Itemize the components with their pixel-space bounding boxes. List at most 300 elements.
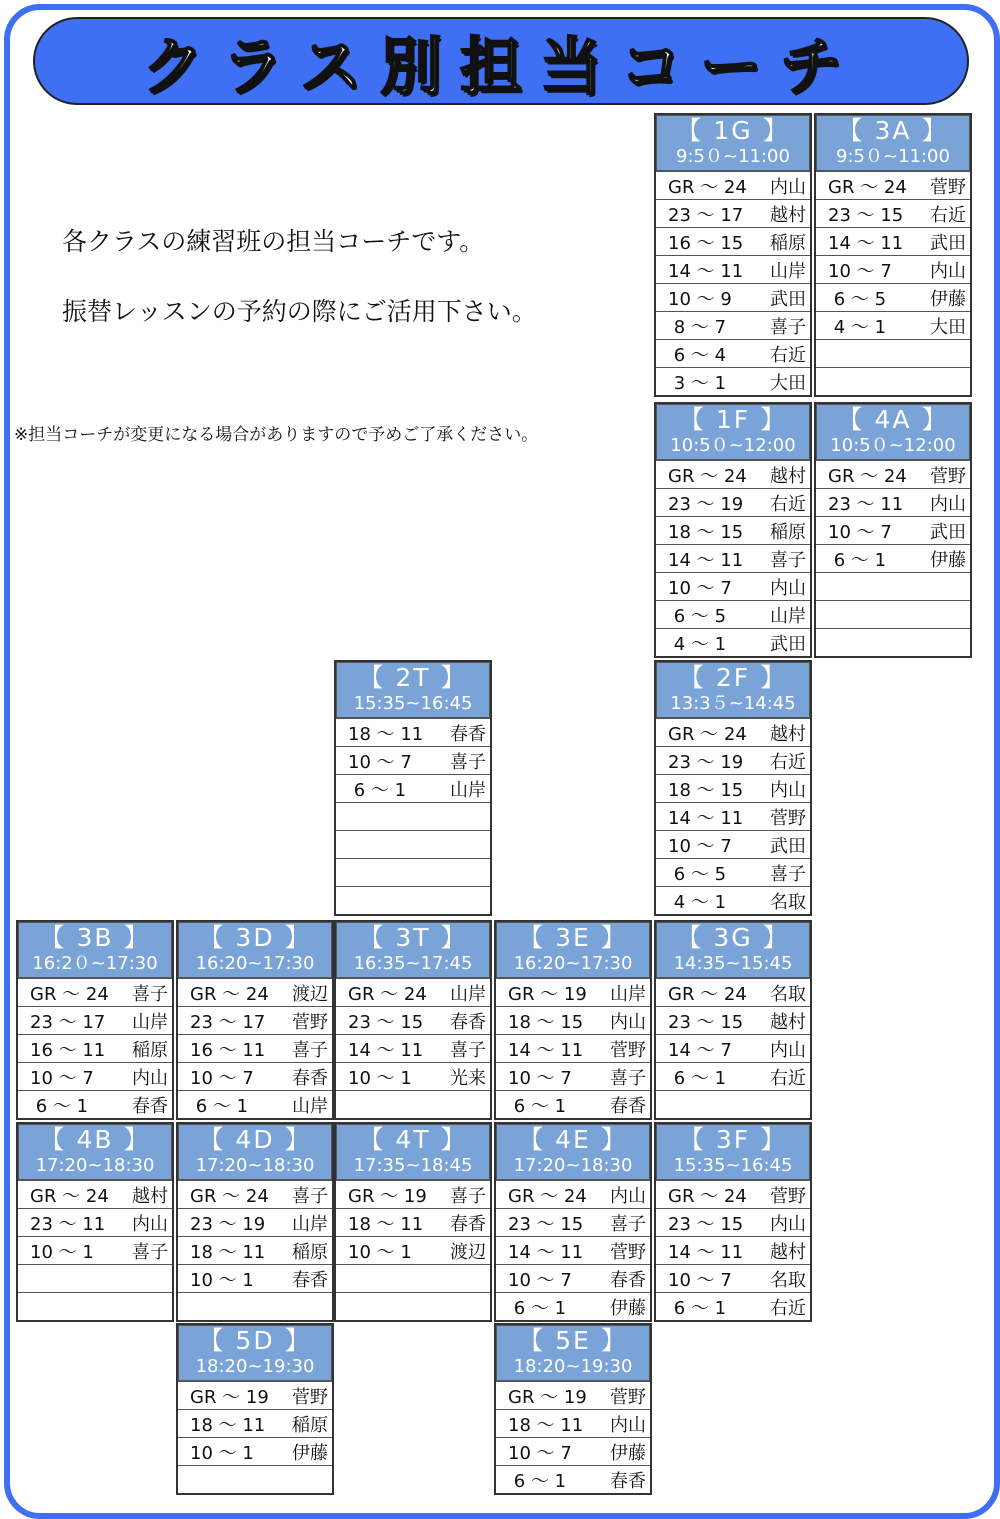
coach-name: 内山 (132, 1067, 168, 1089)
intro-line-2: 振替レッスンの予約の際にご活用下さい。 (62, 297, 537, 326)
class-name: 【 4A 】 (837, 405, 949, 434)
class-time: 10:5０~12:00 (670, 435, 796, 456)
group-range: 10 ～ 7 (668, 577, 732, 599)
coach-name: 春香 (132, 1095, 168, 1117)
class-name: 【 2T 】 (358, 663, 468, 692)
coach-row (816, 544, 970, 572)
coach-row (178, 1409, 332, 1437)
coach-name: 菅野 (770, 1185, 806, 1207)
coach-name: 光来 (450, 1067, 486, 1089)
coach-row (656, 255, 810, 283)
group-range: 6 ～ 1 (190, 1095, 249, 1117)
group-range: GR ～ 24 (190, 1185, 269, 1207)
coach-name: 武田 (770, 288, 806, 310)
coach-name: 内山 (770, 176, 806, 198)
group-range: 14 ～ 11 (668, 260, 744, 282)
group-range: 4 ～ 1 (828, 316, 887, 338)
group-range: 23 ～ 15 (668, 1011, 744, 1033)
coach-row (656, 227, 810, 255)
coach-name: 渡辺 (292, 983, 328, 1005)
class-name: 【 3B 】 (39, 923, 151, 952)
group-range: 16 ～ 15 (668, 232, 744, 254)
coach-name: 山岸 (292, 1213, 328, 1235)
group-range: 6 ～ 5 (828, 288, 887, 310)
group-range: 10 ～ 1 (190, 1269, 254, 1291)
class-name: 【 1F 】 (678, 405, 788, 434)
group-range: 23 ～ 15 (828, 204, 904, 226)
coach-name: 右近 (770, 1067, 806, 1089)
coach-row (496, 1292, 650, 1320)
class-time: 10:5０~12:00 (830, 435, 956, 456)
class-header (178, 1124, 332, 1180)
coach-row (656, 1006, 810, 1034)
coach-row (496, 1437, 650, 1465)
coach-name: 右近 (770, 1297, 806, 1319)
group-range: 6 ～ 1 (508, 1095, 567, 1117)
coach-name: 稲原 (132, 1039, 168, 1061)
class-name: 【 3F 】 (678, 1125, 788, 1154)
coach-name: 喜子 (610, 1067, 646, 1089)
group-range: 10 ～ 7 (508, 1269, 572, 1291)
class-time: 16:35~17:45 (353, 953, 473, 974)
group-range: 10 ～ 1 (190, 1442, 254, 1464)
group-range: GR ～ 24 (668, 176, 747, 198)
change-notice: ※担当コーチが変更になる場合がありますので予めご了承ください。 (14, 425, 539, 445)
coach-name: 武田 (930, 232, 966, 254)
group-range: GR ～ 24 (348, 983, 427, 1005)
class-block (334, 920, 492, 1120)
coach-name: 春香 (610, 1470, 646, 1492)
coach-row (816, 199, 970, 227)
class-time: 15:35~16:45 (673, 1155, 793, 1176)
coach-name: 春香 (610, 1269, 646, 1291)
class-time: 9:5０~11:00 (676, 146, 790, 167)
class-header (656, 404, 810, 460)
group-range: 8 ～ 7 (668, 316, 727, 338)
class-header (656, 115, 810, 171)
coach-row (336, 886, 490, 914)
coach-name: 右近 (770, 493, 806, 515)
class-header (18, 1124, 172, 1180)
coach-row (656, 1264, 810, 1292)
coach-row (656, 1034, 810, 1062)
group-range: 10 ～ 7 (30, 1067, 94, 1089)
class-time: 13:3５~14:45 (670, 693, 796, 714)
class-block (494, 1122, 652, 1322)
class-name: 【 4D 】 (198, 1125, 312, 1154)
class-time: 14:35~15:45 (673, 953, 793, 974)
class-header (656, 1124, 810, 1180)
coach-name: 喜子 (450, 751, 486, 773)
coach-row (18, 1236, 172, 1264)
coach-name: 稲原 (770, 232, 806, 254)
class-time: 15:35~16:45 (353, 693, 473, 714)
coach-name: 越村 (770, 723, 806, 745)
group-range: 10 ～ 9 (668, 288, 732, 310)
class-name: 【 2F 】 (678, 663, 788, 692)
group-range: 6 ～ 1 (508, 1470, 567, 1492)
coach-row (656, 746, 810, 774)
class-block (16, 920, 174, 1120)
coach-name: 菅野 (930, 465, 966, 487)
coach-row (178, 1180, 332, 1208)
coach-name: 右近 (770, 344, 806, 366)
group-range: 6 ～ 5 (668, 605, 727, 627)
group-range: GR ～ 24 (828, 176, 907, 198)
group-range: 18 ～ 11 (508, 1414, 584, 1436)
coach-name: 春香 (450, 723, 486, 745)
coach-name: 越村 (132, 1185, 168, 1207)
group-range: 23 ～ 19 (668, 493, 744, 515)
coach-row (656, 830, 810, 858)
class-time: 18:20~19:30 (513, 1356, 633, 1377)
coach-row (656, 488, 810, 516)
coach-row (656, 339, 810, 367)
group-range: 23 ～ 19 (668, 751, 744, 773)
class-time: 9:5０~11:00 (836, 146, 950, 167)
group-range: 18 ～ 11 (348, 723, 424, 745)
group-range: 23 ～ 17 (190, 1011, 266, 1033)
group-range: 10 ～ 1 (30, 1241, 94, 1263)
coach-row (656, 718, 810, 746)
group-range: GR ～ 19 (190, 1386, 269, 1408)
class-time: 17:20~18:30 (195, 1155, 315, 1176)
coach-row (496, 1208, 650, 1236)
intro-line-1: 各クラスの練習班の担当コーチです。 (62, 227, 485, 256)
class-header (656, 662, 810, 718)
coach-name: 大田 (770, 372, 806, 394)
coach-row (816, 600, 970, 628)
coach-name: 内山 (770, 1213, 806, 1235)
coach-name: 稲原 (292, 1414, 328, 1436)
coach-name: 喜子 (610, 1213, 646, 1235)
group-range: 3 ～ 1 (668, 372, 727, 394)
coach-row (178, 1292, 332, 1320)
group-range: 18 ～ 15 (508, 1011, 584, 1033)
coach-name: 春香 (450, 1213, 486, 1235)
coach-name: 春香 (292, 1269, 328, 1291)
coach-name: 伊藤 (292, 1442, 328, 1464)
coach-row (656, 1292, 810, 1320)
coach-row (178, 1236, 332, 1264)
class-time: 17:20~18:30 (513, 1155, 633, 1176)
class-block (654, 660, 812, 916)
coach-name: 内山 (610, 1414, 646, 1436)
coach-name: 喜子 (770, 863, 806, 885)
coach-row (656, 1236, 810, 1264)
coach-row (336, 1292, 490, 1320)
group-range: 4 ～ 1 (668, 633, 727, 655)
coach-name: 渡辺 (450, 1241, 486, 1263)
coach-name: 菅野 (610, 1241, 646, 1263)
coach-row (656, 1062, 810, 1090)
group-range: 6 ～ 1 (30, 1095, 89, 1117)
coach-row (816, 367, 970, 395)
group-range: GR ～ 24 (190, 983, 269, 1005)
coach-name: 喜子 (450, 1185, 486, 1207)
group-range: 14 ～ 11 (668, 1241, 744, 1263)
coach-row (816, 311, 970, 339)
coach-row (18, 1034, 172, 1062)
coach-name: 喜子 (292, 1185, 328, 1207)
group-range: 6 ～ 4 (668, 344, 727, 366)
coach-name: 越村 (770, 1011, 806, 1033)
coach-row (816, 488, 970, 516)
coach-row (178, 1034, 332, 1062)
group-range: GR ～ 24 (30, 1185, 109, 1207)
coach-name: 伊藤 (930, 288, 966, 310)
class-time: 16:20~17:30 (195, 953, 315, 974)
coach-row (336, 1264, 490, 1292)
coach-name: 春香 (450, 1011, 486, 1033)
class-header (496, 1325, 650, 1381)
page-title: クラス別担当コーチ (141, 29, 861, 103)
coach-row (816, 227, 970, 255)
coach-name: 伊藤 (610, 1297, 646, 1319)
coach-row (656, 171, 810, 199)
class-block (654, 402, 812, 658)
class-name: 【 5D 】 (198, 1326, 312, 1355)
coach-name: 武田 (770, 633, 806, 655)
coach-name: 名取 (770, 1269, 806, 1291)
class-name: 【 3E 】 (518, 923, 628, 952)
coach-name: 菅野 (292, 1386, 328, 1408)
group-range: GR ～ 19 (508, 1386, 587, 1408)
class-time: 16:2０~17:30 (32, 953, 158, 974)
group-range: 18 ～ 11 (348, 1213, 424, 1235)
coach-row (178, 1465, 332, 1493)
coach-name: 菅野 (770, 807, 806, 829)
group-range: 18 ～ 15 (668, 779, 744, 801)
coach-row (18, 1292, 172, 1320)
coach-row (336, 830, 490, 858)
group-range: 6 ～ 1 (668, 1067, 727, 1089)
coach-name: 越村 (770, 1241, 806, 1263)
class-header (178, 922, 332, 978)
coach-row (18, 1208, 172, 1236)
coach-name: 喜子 (770, 549, 806, 571)
coach-name: 喜子 (770, 316, 806, 338)
coach-row (336, 802, 490, 830)
class-name: 【 3A 】 (837, 116, 949, 145)
coach-name: 菅野 (930, 176, 966, 198)
class-block (654, 1122, 812, 1322)
coach-row (656, 283, 810, 311)
coach-name: 喜子 (132, 1241, 168, 1263)
class-header (496, 1124, 650, 1180)
group-range: GR ～ 24 (508, 1185, 587, 1207)
coach-row (656, 544, 810, 572)
coach-row (178, 1062, 332, 1090)
class-header (496, 922, 650, 978)
class-time: 18:20~19:30 (195, 1356, 315, 1377)
group-range: 23 ～ 11 (828, 493, 904, 515)
coach-name: 伊藤 (610, 1442, 646, 1464)
coach-row (178, 978, 332, 1006)
group-range: 10 ～ 7 (348, 751, 412, 773)
class-name: 【 3G 】 (676, 923, 790, 952)
group-range: GR ～ 24 (668, 723, 747, 745)
coach-name: 内山 (770, 1039, 806, 1061)
coach-row (496, 1034, 650, 1062)
coach-row (336, 1034, 490, 1062)
coach-row (178, 1381, 332, 1409)
coach-name: 内山 (610, 1011, 646, 1033)
coach-row (656, 516, 810, 544)
coach-row (496, 978, 650, 1006)
coach-name: 喜子 (132, 983, 168, 1005)
coach-row (496, 1236, 650, 1264)
coach-row (656, 311, 810, 339)
coach-row (496, 1062, 650, 1090)
group-range: 18 ～ 11 (190, 1241, 266, 1263)
coach-row (336, 718, 490, 746)
coach-name: 菅野 (610, 1039, 646, 1061)
group-range: 23 ～ 15 (668, 1213, 744, 1235)
class-block (16, 1122, 174, 1322)
class-name: 【 3D 】 (198, 923, 312, 952)
group-range: 23 ～ 15 (348, 1011, 424, 1033)
coach-row (656, 802, 810, 830)
coach-name: 山岸 (132, 1011, 168, 1033)
coach-row (336, 1180, 490, 1208)
class-block (176, 1323, 334, 1495)
coach-name: 春香 (610, 1095, 646, 1117)
class-name: 【 4B 】 (39, 1125, 151, 1154)
group-range: 18 ～ 11 (190, 1414, 266, 1436)
coach-name: 山岸 (450, 983, 486, 1005)
group-range: 14 ～ 11 (668, 807, 744, 829)
coach-row (816, 572, 970, 600)
class-block (334, 1122, 492, 1322)
group-range: GR ～ 24 (668, 1185, 747, 1207)
coach-row (816, 460, 970, 488)
group-range: 10 ～ 7 (190, 1067, 254, 1089)
coach-name: 内山 (930, 260, 966, 282)
group-range: 6 ～ 1 (508, 1297, 567, 1319)
group-range: GR ～ 24 (668, 983, 747, 1005)
class-header (178, 1325, 332, 1381)
group-range: 4 ～ 1 (668, 891, 727, 913)
coach-row (496, 1090, 650, 1118)
class-header (336, 1124, 490, 1180)
coach-name: 名取 (770, 983, 806, 1005)
group-range: 14 ～ 7 (668, 1039, 732, 1061)
coach-name: 越村 (770, 465, 806, 487)
group-range: 23 ～ 11 (30, 1213, 106, 1235)
group-range: 10 ～ 7 (508, 1067, 572, 1089)
coach-row (336, 1090, 490, 1118)
class-block (654, 113, 812, 397)
coach-name: 大田 (930, 316, 966, 338)
class-name: 【 4T 】 (358, 1125, 468, 1154)
coach-name: 喜子 (450, 1039, 486, 1061)
class-name: 【 4E 】 (518, 1125, 628, 1154)
class-block (176, 1122, 334, 1322)
class-header (656, 922, 810, 978)
coach-name: 越村 (770, 204, 806, 226)
coach-name: 内山 (770, 577, 806, 599)
class-header (816, 115, 970, 171)
group-range: 10 ～ 1 (348, 1067, 412, 1089)
group-range: 10 ～ 7 (828, 260, 892, 282)
coach-row (816, 283, 970, 311)
class-header (336, 662, 490, 718)
group-range: GR ～ 24 (30, 983, 109, 1005)
coach-name: 稲原 (292, 1241, 328, 1263)
group-range: 16 ～ 11 (30, 1039, 106, 1061)
coach-row (656, 600, 810, 628)
class-header (18, 922, 172, 978)
group-range: GR ～ 19 (348, 1185, 427, 1207)
class-block (494, 1323, 652, 1495)
coach-name: 山岸 (610, 983, 646, 1005)
coach-row (336, 1236, 490, 1264)
title-banner (33, 17, 969, 105)
coach-row (336, 1006, 490, 1034)
coach-name: 稲原 (770, 521, 806, 543)
coach-name: 内山 (610, 1185, 646, 1207)
class-block (334, 660, 492, 916)
group-range: 10 ～ 7 (828, 521, 892, 543)
class-block (814, 113, 972, 397)
group-range: 18 ～ 15 (668, 521, 744, 543)
class-header (336, 922, 490, 978)
coach-name: 春香 (292, 1067, 328, 1089)
class-name: 【 1G 】 (676, 116, 790, 145)
coach-row (656, 628, 810, 656)
coach-row (816, 339, 970, 367)
coach-row (178, 1006, 332, 1034)
coach-row (496, 1465, 650, 1493)
coach-name: 右近 (770, 751, 806, 773)
coach-name: 山岸 (450, 779, 486, 801)
group-range: 6 ～ 1 (348, 779, 407, 801)
class-header (816, 404, 970, 460)
coach-name: 喜子 (292, 1039, 328, 1061)
coach-row (336, 774, 490, 802)
class-name: 【 3T 】 (358, 923, 468, 952)
coach-row (336, 978, 490, 1006)
class-block (654, 920, 812, 1120)
group-range: GR ～ 24 (828, 465, 907, 487)
coach-row (336, 746, 490, 774)
coach-row (496, 1264, 650, 1292)
group-range: 14 ～ 11 (508, 1039, 584, 1061)
coach-name: 菅野 (292, 1011, 328, 1033)
coach-row (656, 978, 810, 1006)
class-time: 17:35~18:45 (353, 1155, 473, 1176)
coach-row (496, 1180, 650, 1208)
coach-row (656, 886, 810, 914)
coach-name: 伊藤 (930, 549, 966, 571)
coach-name: 武田 (930, 521, 966, 543)
coach-row (816, 171, 970, 199)
group-range: GR ～ 19 (508, 983, 587, 1005)
class-time: 17:20~18:30 (35, 1155, 155, 1176)
coach-name: 内山 (132, 1213, 168, 1235)
coach-row (178, 1437, 332, 1465)
class-block (494, 920, 652, 1120)
group-range: 23 ～ 17 (30, 1011, 106, 1033)
class-block (814, 402, 972, 658)
coach-row (656, 460, 810, 488)
group-range: 23 ～ 15 (508, 1213, 584, 1235)
coach-row (336, 858, 490, 886)
group-range: 10 ～ 7 (668, 835, 732, 857)
class-time: 16:20~17:30 (513, 953, 633, 974)
coach-name: 内山 (770, 779, 806, 801)
